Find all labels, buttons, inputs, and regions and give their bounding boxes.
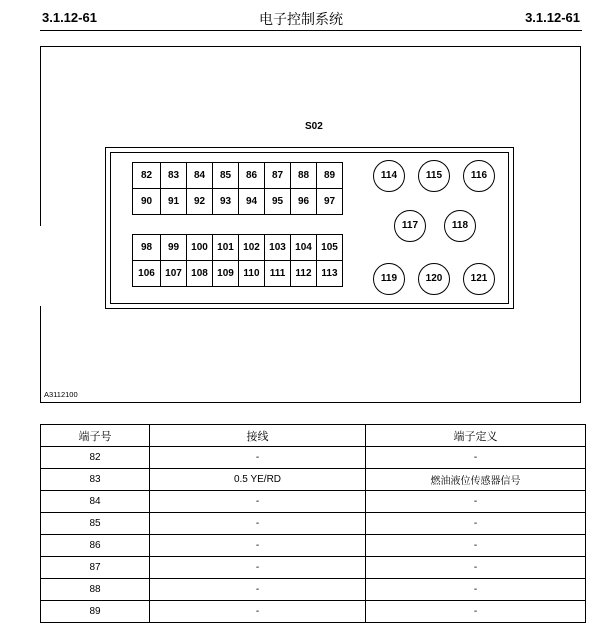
wiring-cell: - [150, 491, 366, 513]
pin-cell: 86 [239, 163, 265, 189]
pin-cell: 84 [187, 163, 213, 189]
wiring-cell: - [150, 513, 366, 535]
column-header-definition: 端子定义 [366, 425, 586, 447]
page-title: 电子控制系统 [259, 12, 343, 28]
round-pin: 116 [463, 160, 495, 192]
pin-cell: 102 [239, 235, 265, 261]
table-row [41, 513, 586, 535]
definition-cell: - [366, 513, 586, 535]
terminal-cell: 89 [41, 601, 150, 623]
pin-cell: 85 [213, 163, 239, 189]
pin-cell: 99 [161, 235, 187, 261]
wiring-cell: 0.5 YE/RD [150, 469, 366, 491]
definition-cell: - [366, 535, 586, 557]
terminal-cell: 84 [41, 491, 150, 513]
pin-cell: 95 [265, 189, 291, 215]
wiring-cell: - [150, 579, 366, 601]
table-row [41, 447, 586, 469]
pin-cell: 100 [187, 235, 213, 261]
table-row [41, 557, 586, 579]
column-header-terminal: 端子号 [41, 425, 150, 447]
pin-cell: 97 [317, 189, 343, 215]
definition-cell: - [366, 601, 586, 623]
round-pin: 121 [463, 263, 495, 295]
terminal-table [40, 424, 586, 623]
pin-cell: 108 [187, 261, 213, 287]
pin-cell: 101 [213, 235, 239, 261]
pin-cell: 88 [291, 163, 317, 189]
figure-id: A3112100 [44, 390, 78, 399]
terminal-cell: 88 [41, 579, 150, 601]
pin-cell: 87 [265, 163, 291, 189]
table-row [41, 491, 586, 513]
pin-cell: 113 [317, 261, 343, 287]
pin-cell: 106 [133, 261, 161, 287]
round-pin: 120 [418, 263, 450, 295]
figure-border-gap [38, 226, 42, 306]
pin-cell: 105 [317, 235, 343, 261]
terminal-cell: 87 [41, 557, 150, 579]
round-pin: 115 [418, 160, 450, 192]
wiring-cell: - [150, 601, 366, 623]
pin-grid-lower [132, 234, 343, 287]
round-pin: 119 [373, 263, 405, 295]
definition-cell: - [366, 557, 586, 579]
pin-cell: 90 [133, 189, 161, 215]
pin-cell: 91 [161, 189, 187, 215]
pin-cell: 110 [239, 261, 265, 287]
table-row [41, 579, 586, 601]
column-header-wiring: 接线 [150, 425, 366, 447]
terminal-cell: 83 [41, 469, 150, 491]
section-number-right: 3.1.12-61 [525, 10, 580, 25]
table-row [41, 469, 586, 491]
definition-cell: - [366, 579, 586, 601]
pin-cell: 96 [291, 189, 317, 215]
definition-cell: - [366, 491, 586, 513]
wiring-cell: - [150, 535, 366, 557]
connector-label: S02 [305, 121, 323, 132]
pin-cell: 93 [213, 189, 239, 215]
wiring-cell: - [150, 557, 366, 579]
table-row [41, 601, 586, 623]
pin-cell: 112 [291, 261, 317, 287]
pin-grid-upper [132, 162, 343, 215]
pin-cell: 89 [317, 163, 343, 189]
pin-cell: 83 [161, 163, 187, 189]
pin-cell: 92 [187, 189, 213, 215]
round-pin: 117 [394, 210, 426, 242]
pin-cell: 107 [161, 261, 187, 287]
pin-cell: 109 [213, 261, 239, 287]
round-pin: 118 [444, 210, 476, 242]
pin-cell: 111 [265, 261, 291, 287]
pin-cell: 94 [239, 189, 265, 215]
terminal-cell: 82 [41, 447, 150, 469]
terminal-cell: 85 [41, 513, 150, 535]
header-divider [40, 30, 582, 31]
table-header-row [41, 425, 586, 447]
definition-cell: 燃油液位传感器信号 [366, 469, 586, 491]
wiring-cell: - [150, 447, 366, 469]
terminal-cell: 86 [41, 535, 150, 557]
pin-cell: 98 [133, 235, 161, 261]
pin-cell: 104 [291, 235, 317, 261]
round-pin: 114 [373, 160, 405, 192]
pin-cell: 103 [265, 235, 291, 261]
section-number-left: 3.1.12-61 [42, 10, 97, 25]
pin-cell: 82 [133, 163, 161, 189]
definition-cell: - [366, 447, 586, 469]
table-row [41, 535, 586, 557]
